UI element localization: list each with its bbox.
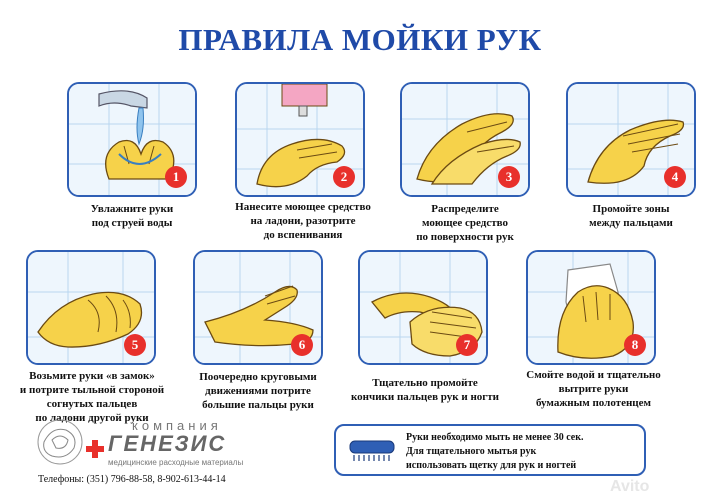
step-number-badge: 5 — [124, 334, 146, 356]
step-1-illustration — [67, 82, 197, 197]
step-number-badge: 6 — [291, 334, 313, 356]
logo-company-word: компания — [132, 418, 222, 433]
step-2-illustration — [235, 82, 365, 197]
brush-note-text: Руки необходимо мыть не менее 30 сек. Для тщательного мытья рук использовать щетку для рук и ногтей — [406, 432, 584, 471]
step-3-caption: Распределите моющее средство по поверхности рук — [416, 203, 514, 243]
step-number-badge: 3 — [498, 166, 520, 188]
step-3-illustration — [400, 82, 530, 197]
step-2-caption: Нанесите моющее средство на ладони, разотрите до вспенивания — [235, 201, 371, 241]
step-6-caption: Поочередно круговыми движениями потрите большие пальцы руки — [199, 371, 317, 411]
step-7-illustration — [358, 250, 488, 365]
step-4-illustration — [566, 82, 696, 197]
logo-subtitle: медицинские расходные материалы — [108, 458, 244, 467]
step-8-illustration — [526, 250, 656, 365]
page-title: ПРАВИЛА МОЙКИ РУК — [178, 22, 542, 57]
step-6-illustration — [193, 250, 323, 365]
company-logo — [22, 416, 262, 472]
step-7-caption: Тщательно промойте кончики пальцев рук и ногти — [350, 377, 500, 403]
logo-brand-name: ГЕНЕЗИС — [108, 431, 227, 456]
step-number-badge: 2 — [333, 166, 355, 188]
phone-numbers: Телефоны: (351) 796-88-58, 8-902-613-44-14 — [38, 474, 226, 485]
hand-brush-icon — [342, 431, 406, 471]
step-5-caption: Возьмите руки «в замок» и потрите тыльной стороной согнутых пальцев по ладони другой руки — [19, 370, 165, 424]
step-number-badge: 4 — [664, 166, 686, 188]
watermark: Avito — [610, 478, 650, 495]
step-1-caption: Увлажните руки под струей воды — [90, 203, 174, 229]
step-4-caption: Промойте зоны между пальцами — [589, 203, 673, 229]
step-number-badge: 1 — [165, 166, 187, 188]
step-5-illustration — [26, 250, 156, 365]
step-number-badge: 8 — [624, 334, 646, 356]
step-number-badge: 7 — [456, 334, 478, 356]
step-8-caption: Смойте водой и тщательно вытрите руки бумажным полотенцем — [526, 369, 661, 409]
